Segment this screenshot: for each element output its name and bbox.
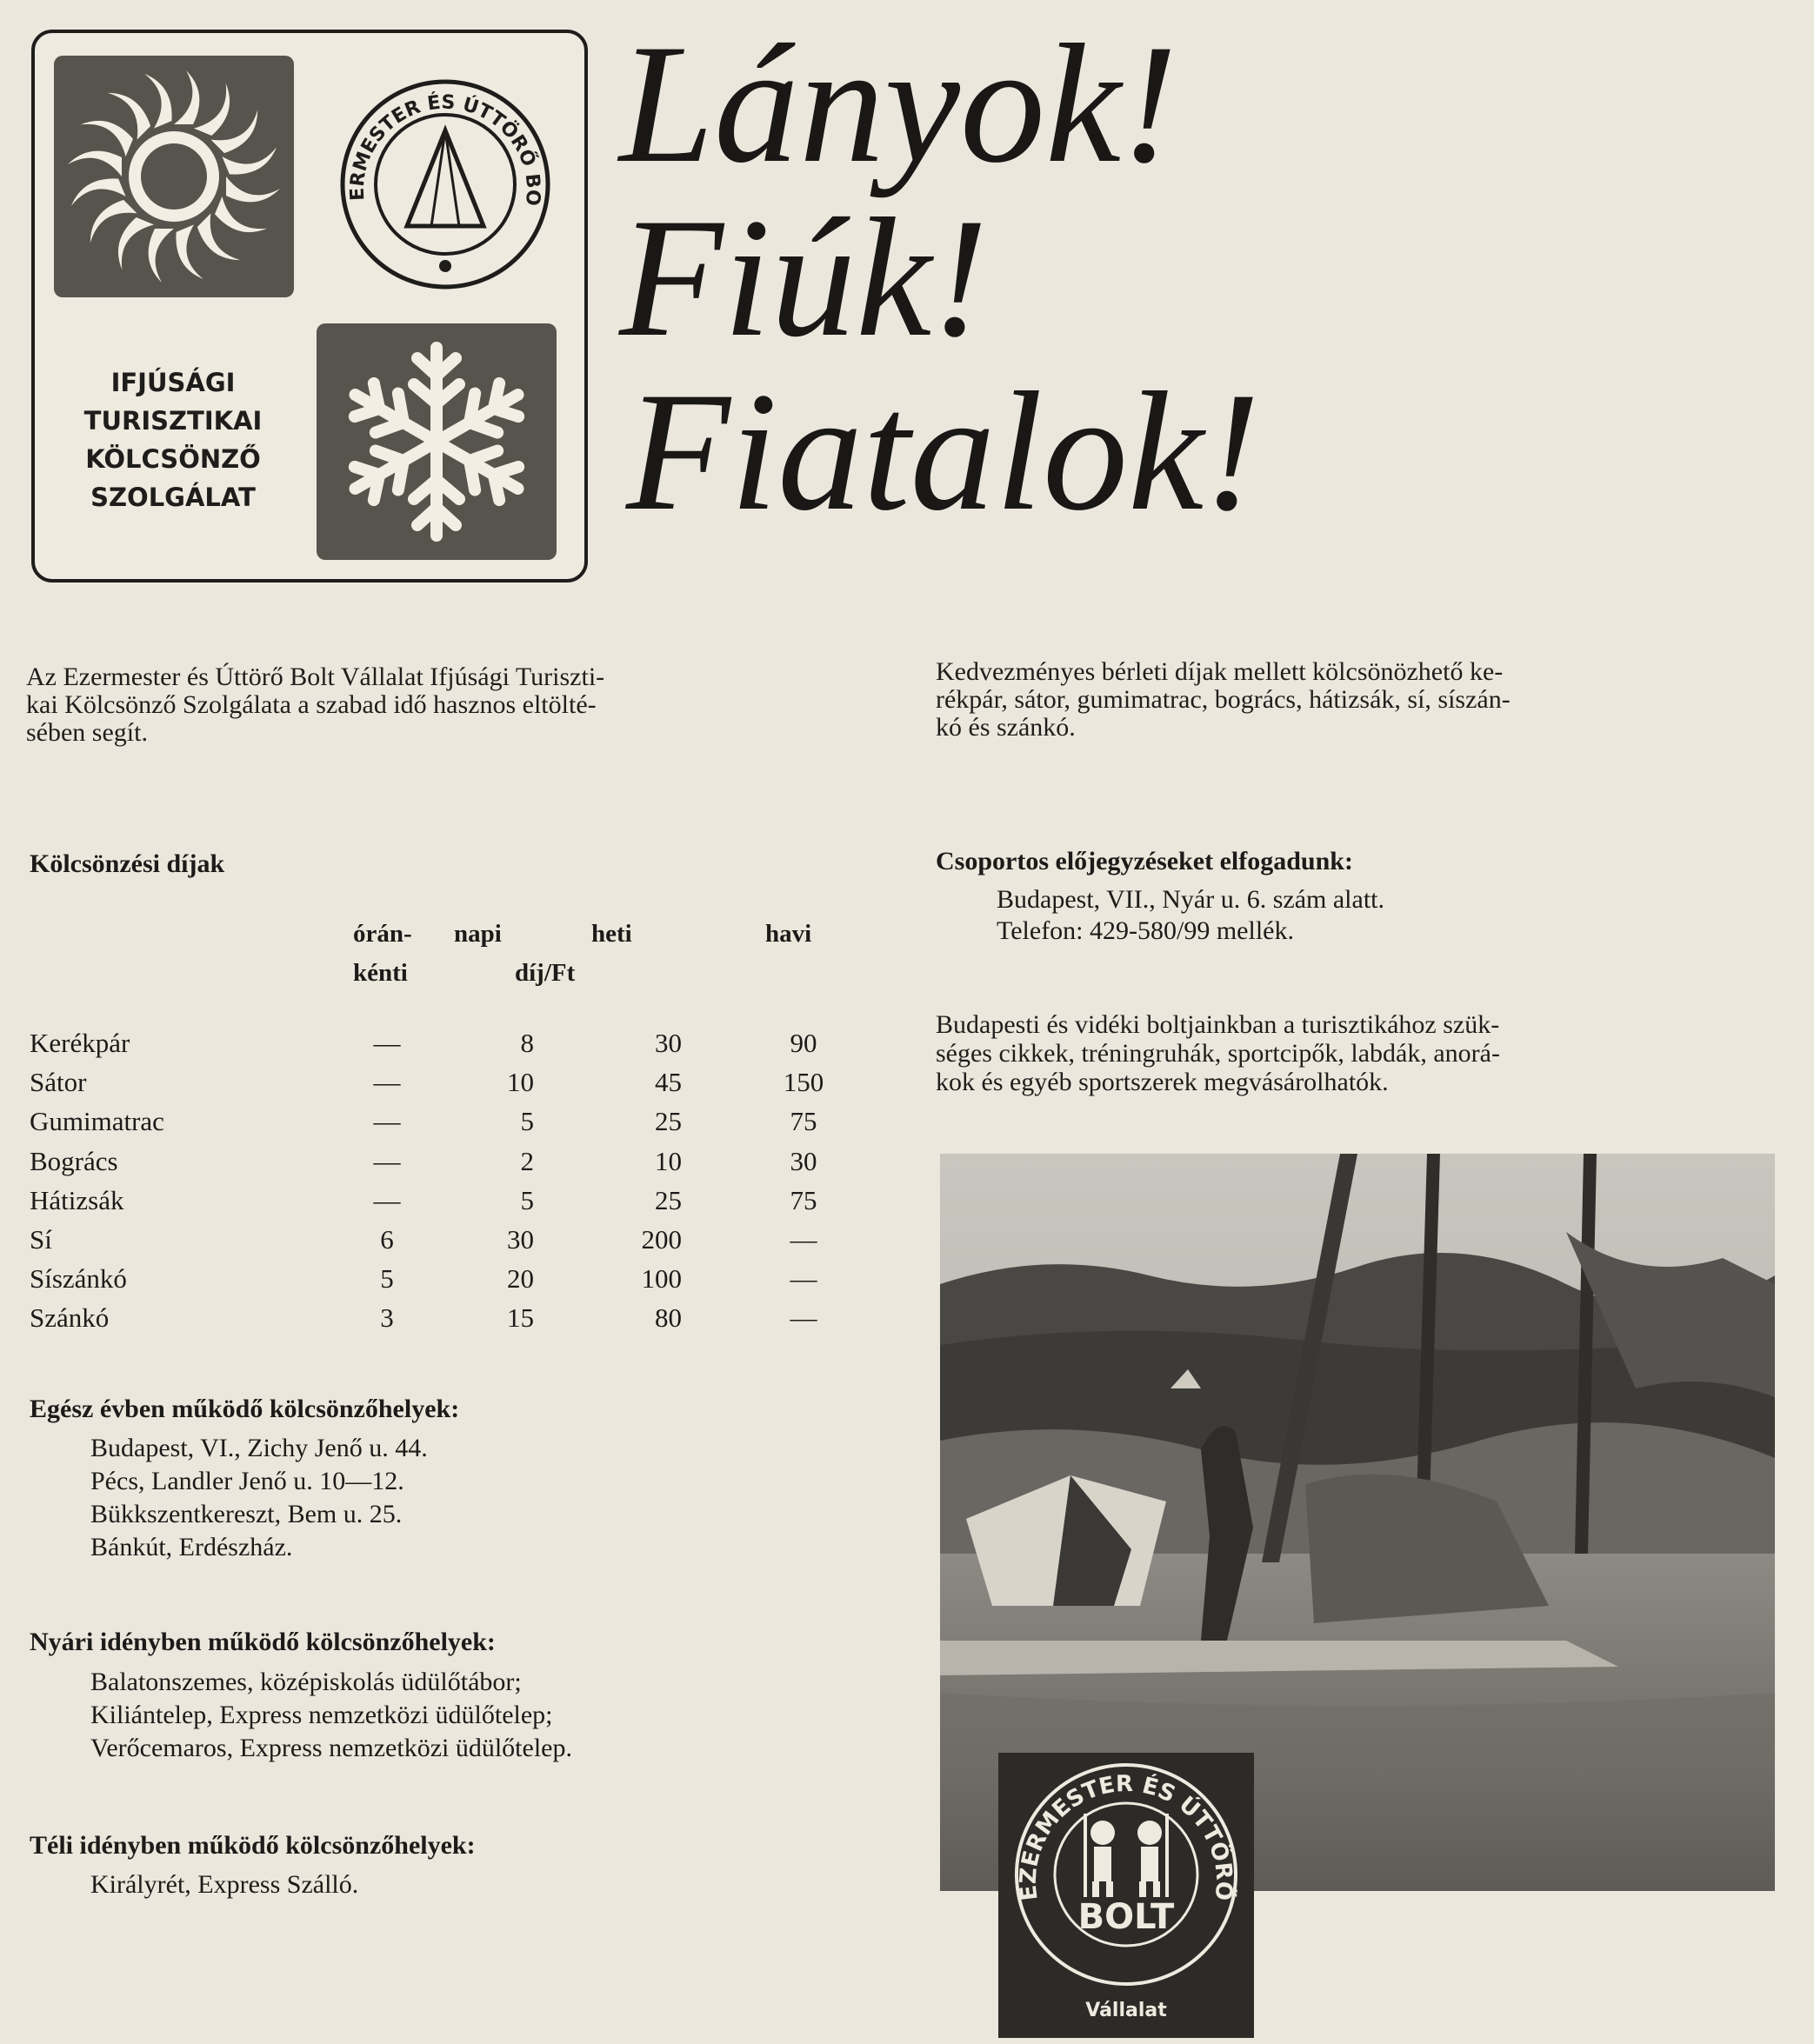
fee-row bbox=[30, 1260, 830, 1298]
text-line: séges cikkek, tréningruhák, sportcipők, labdák, anorá- bbox=[936, 1039, 1500, 1068]
service-name-line: IFJÚSÁGI bbox=[110, 368, 236, 397]
text-line: sében segít. bbox=[26, 718, 148, 747]
text-line: kó és szánkó. bbox=[936, 713, 1076, 742]
svg-text:EZERMESTER ÉS ÚTTÖRŐ: EZERMESTER ÉS ÚTTÖRŐ bbox=[1015, 1770, 1237, 1902]
address-line: Királyrét, Express Szálló. bbox=[90, 1870, 359, 1899]
sun-icon bbox=[54, 56, 294, 297]
snowflake-icon bbox=[317, 323, 557, 560]
address-line: Bükkszentkereszt, Bem u. 25. bbox=[90, 1500, 403, 1528]
headline-line: Lányok! bbox=[619, 10, 1178, 198]
fees-header-hourly-2: kénti bbox=[353, 959, 408, 987]
service-name-line: SZOLGÁLAT bbox=[90, 483, 256, 512]
fee-daily: 5 bbox=[520, 1106, 534, 1137]
fee-hourly: — bbox=[373, 1184, 401, 1215]
fee-hourly: 3 bbox=[380, 1302, 394, 1334]
fee-hourly: — bbox=[373, 1028, 401, 1058]
fees-header-hourly: órán- bbox=[353, 920, 412, 948]
intro-left bbox=[26, 663, 887, 747]
fee-monthly: 75 bbox=[790, 1106, 817, 1137]
svg-text:EZERMESTER ÉS ÚTTÖRŐ BOLT: ERMESTER ÉS ÚTTÖRŐ BO bbox=[346, 91, 544, 207]
fee-monthly: 30 bbox=[790, 1145, 817, 1176]
fee-hourly: 5 bbox=[380, 1263, 394, 1295]
service-name bbox=[64, 363, 282, 516]
fee-item: Bogrács bbox=[30, 1145, 118, 1176]
fee-daily: 30 bbox=[507, 1224, 534, 1255]
fee-item: Gumimatrac bbox=[30, 1106, 164, 1137]
fee-item: Szánkó bbox=[30, 1302, 110, 1334]
fee-monthly: 90 bbox=[790, 1028, 817, 1058]
fee-daily: 10 bbox=[507, 1067, 534, 1098]
fee-weekly: 200 bbox=[641, 1224, 682, 1255]
fee-item: Síszánkó bbox=[30, 1263, 127, 1295]
bolt-logo-main: BOLT bbox=[1077, 1897, 1175, 1937]
fee-monthly: — bbox=[790, 1302, 817, 1334]
text-line: rékpár, sátor, gumimatrac, bogrács, hátizsák, sí, síszán- bbox=[936, 685, 1511, 714]
shops-paragraph bbox=[936, 1010, 1788, 1096]
fee-item: Sátor bbox=[30, 1067, 87, 1098]
fee-weekly: 10 bbox=[655, 1145, 682, 1176]
fee-hourly: — bbox=[373, 1067, 401, 1098]
fee-weekly: 45 bbox=[655, 1067, 682, 1098]
fees-header-daily: napi bbox=[454, 920, 502, 948]
service-logo-box bbox=[31, 30, 588, 583]
service-name-line: KÖLCSÖNZŐ bbox=[85, 444, 261, 474]
text-line: kai Kölcsönző Szolgálata a szabad idő hasznos eltölté- bbox=[26, 690, 597, 719]
group-title: Csoportos előjegyzéseket elfogadunk: bbox=[936, 847, 1353, 876]
fee-weekly: 25 bbox=[655, 1106, 682, 1137]
fee-monthly: — bbox=[790, 1224, 817, 1255]
fees-header-monthly: havi bbox=[765, 920, 812, 948]
fee-weekly: 80 bbox=[655, 1302, 682, 1334]
fee-item: Hátizsák bbox=[30, 1184, 124, 1215]
fee-row bbox=[30, 1102, 830, 1141]
fee-weekly: 25 bbox=[655, 1184, 682, 1215]
winter-title: Téli idényben működő kölcsönzőhelyek: bbox=[30, 1831, 476, 1860]
fee-row bbox=[30, 1182, 830, 1220]
fee-monthly: 150 bbox=[783, 1067, 824, 1098]
text-line: Kedvezményes bérleti díjak mellett kölcsönözhető ke- bbox=[936, 657, 1504, 686]
fee-weekly: 100 bbox=[641, 1263, 682, 1295]
text-line: Az Ezermester és Úttörő Bolt Vállalat Ifjúsági Turiszti- bbox=[26, 662, 605, 691]
fee-monthly: — bbox=[790, 1263, 817, 1295]
text-line: kok és egyéb sportszerek megvásárolhatók. bbox=[936, 1068, 1389, 1096]
headline bbox=[619, 10, 1261, 546]
bolt-logo-sub: Vállalat bbox=[1085, 2000, 1167, 2021]
fee-row bbox=[30, 1221, 830, 1259]
fee-row bbox=[30, 1142, 830, 1181]
fee-daily: 8 bbox=[520, 1028, 534, 1058]
fees-header-weekly: heti bbox=[591, 920, 632, 948]
address-line: Verőcemaros, Express nemzetközi üdülőtelep. bbox=[90, 1734, 572, 1762]
address-line: Telefon: 429-580/99 mellék. bbox=[997, 916, 1294, 945]
year-round-title: Egész évben működő kölcsönzőhelyek: bbox=[30, 1395, 460, 1423]
fee-daily: 2 bbox=[520, 1145, 534, 1176]
fee-hourly: — bbox=[373, 1145, 401, 1176]
fee-row bbox=[30, 1063, 830, 1102]
service-name-line: TURISZTIKAI bbox=[83, 406, 263, 436]
fee-daily: 15 bbox=[507, 1302, 534, 1334]
intro-right bbox=[936, 658, 1788, 742]
address-line: Kiliántelep, Express nemzetközi üdülőtelep; bbox=[90, 1701, 553, 1729]
fee-row bbox=[30, 1299, 830, 1337]
fee-monthly: 75 bbox=[790, 1184, 817, 1215]
address-line: Budapest, VII., Nyár u. 6. szám alatt. bbox=[997, 885, 1385, 914]
fee-row bbox=[30, 1024, 830, 1062]
fee-hourly: 6 bbox=[380, 1224, 394, 1255]
fee-item: Sí bbox=[30, 1224, 52, 1255]
seal-logo bbox=[337, 77, 553, 292]
fee-daily: 20 bbox=[507, 1263, 534, 1295]
headline-line: Fiúk! bbox=[619, 183, 989, 372]
fee-hourly: — bbox=[373, 1106, 401, 1137]
bolt-logo bbox=[998, 1753, 1254, 2038]
address-line: Bánkút, Erdészház. bbox=[90, 1533, 293, 1561]
fee-daily: 5 bbox=[520, 1184, 534, 1215]
fees-title: Kölcsönzési díjak bbox=[30, 849, 225, 878]
address-line: Pécs, Landler Jenő u. 10—12. bbox=[90, 1467, 404, 1495]
fee-weekly: 30 bbox=[655, 1028, 682, 1058]
text-line: Budapesti és vidéki boltjainkban a turisztikához szük- bbox=[936, 1010, 1500, 1039]
fees-header-unit: díj/Ft bbox=[515, 959, 576, 987]
address-line: Balatonszemes, középiskolás üdülőtábor; bbox=[90, 1668, 522, 1696]
fee-item: Kerékpár bbox=[30, 1028, 130, 1058]
headline-line: Fiatalok! bbox=[626, 357, 1261, 546]
address-line: Budapest, VI., Zichy Jenő u. 44. bbox=[90, 1434, 428, 1462]
summer-title: Nyári idényben működő kölcsönzőhelyek: bbox=[30, 1628, 496, 1656]
